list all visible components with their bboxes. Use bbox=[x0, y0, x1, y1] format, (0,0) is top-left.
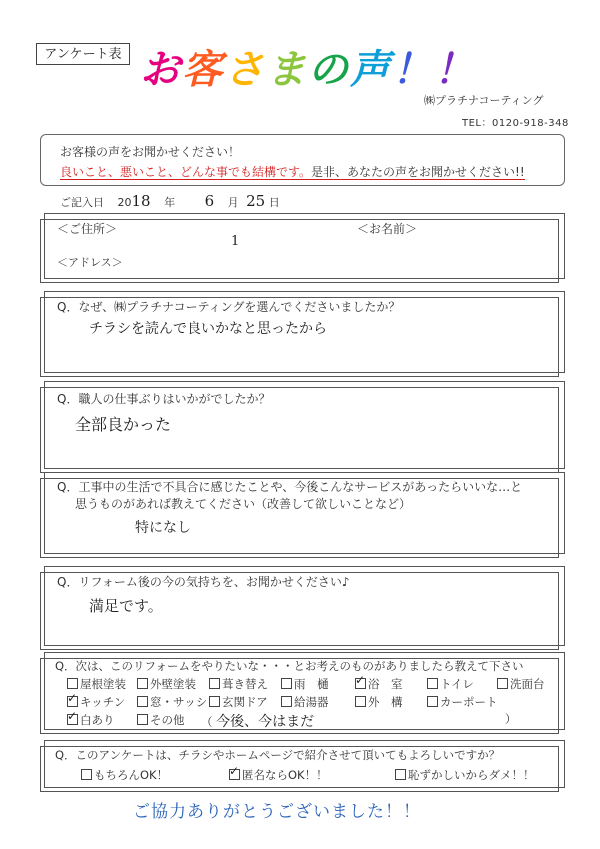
q2-panel bbox=[44, 381, 565, 469]
option-label: 外 構 bbox=[368, 695, 403, 709]
option-匿名ならOK！！[interactable] bbox=[229, 767, 328, 783]
address-panel bbox=[44, 213, 565, 279]
option-label: 浴 室 bbox=[368, 677, 403, 691]
option-外壁塗装[interactable] bbox=[137, 676, 196, 692]
title-char: ま bbox=[266, 47, 308, 93]
title-char: お bbox=[140, 47, 182, 93]
q3-question-line2: 思うものがあれば教えてください（改善して欲しいことなど） bbox=[75, 497, 412, 511]
q4-question: Q．リフォーム後の今の気持ちを、お聞かせください♪ bbox=[57, 575, 350, 589]
option-label: 匿名ならOK！！ bbox=[242, 768, 328, 782]
q5-other bbox=[201, 711, 314, 731]
intro-highlight: 良いこと、悪いこと、どんな事でも結構です。 bbox=[60, 165, 312, 179]
year-value[interactable]: 18 bbox=[131, 192, 151, 210]
q2-question: Q．職人の仕事ぶりはいかがでしたか？ bbox=[57, 392, 271, 406]
checkbox[interactable] bbox=[209, 678, 220, 689]
checkbox[interactable] bbox=[497, 678, 508, 689]
checkbox[interactable] bbox=[427, 678, 438, 689]
option-雨樋[interactable] bbox=[281, 676, 329, 692]
option-label: 洗面台 bbox=[510, 677, 545, 691]
option-label: 恥ずかしいからダメ！！ bbox=[408, 768, 535, 782]
checkbox[interactable] bbox=[355, 696, 366, 707]
checkbox[interactable] bbox=[137, 714, 148, 725]
address-value[interactable]: 1 bbox=[231, 234, 240, 249]
option-label: トイレ bbox=[440, 677, 474, 691]
q2-answer[interactable]: 全部良かった bbox=[75, 415, 172, 434]
option-label: 白あり bbox=[80, 713, 115, 727]
intro-line-2 bbox=[60, 163, 525, 180]
option-外構[interactable] bbox=[355, 694, 403, 710]
title-char: ！ bbox=[434, 47, 476, 93]
q6-panel bbox=[44, 740, 565, 788]
q3-panel bbox=[44, 472, 565, 554]
checkbox[interactable] bbox=[281, 696, 292, 707]
checkbox[interactable] bbox=[67, 714, 78, 725]
day-label: 日 bbox=[268, 196, 280, 209]
option-洗面台[interactable] bbox=[497, 676, 545, 692]
q4-panel bbox=[44, 566, 565, 646]
option-白あり[interactable] bbox=[67, 712, 115, 728]
option-恥ずかしいからダメ！！[interactable] bbox=[395, 767, 535, 783]
q5-question: Q．次は、このリフォームをやりたいな・・・とお考えのものがありましたら教えて下さい bbox=[55, 659, 524, 673]
intro-line-1: お客様の声をお聞かせください！ bbox=[60, 145, 241, 159]
option-label: その他 bbox=[150, 713, 185, 727]
option-label: 屋根塗装 bbox=[80, 677, 126, 691]
option-その他[interactable] bbox=[137, 712, 185, 728]
checkbox[interactable] bbox=[67, 696, 78, 707]
q3-answer[interactable]: 特になし bbox=[135, 520, 191, 536]
checkbox[interactable] bbox=[209, 696, 220, 707]
option-label: 外壁塗装 bbox=[150, 677, 196, 691]
checkbox[interactable] bbox=[355, 678, 366, 689]
title-char: の bbox=[308, 47, 350, 93]
email-label: ＜アドレス＞ bbox=[57, 256, 123, 269]
survey-tag: アンケート表 bbox=[36, 43, 130, 65]
option-label: 葺き替え bbox=[222, 677, 268, 691]
option-トイレ[interactable] bbox=[427, 676, 474, 692]
q5-other-open: （ bbox=[201, 715, 213, 729]
option-屋根塗装[interactable] bbox=[67, 676, 126, 692]
checkbox[interactable] bbox=[229, 769, 240, 780]
q1-answer[interactable]: チラシを読んで良いかなと思ったから bbox=[89, 321, 327, 337]
option-label: 玄関ドア bbox=[222, 695, 268, 709]
checkbox[interactable] bbox=[427, 696, 438, 707]
q5-other-value[interactable]: 今後、今はまだ bbox=[216, 714, 315, 730]
q5-panel bbox=[44, 652, 565, 730]
thanks-message: ご協力ありがとうございました！！ bbox=[133, 802, 421, 822]
phone-number: TEL：0120-918-348 bbox=[462, 118, 569, 129]
title-char: さ bbox=[224, 47, 266, 93]
option-浴室[interactable] bbox=[355, 676, 403, 692]
q1-panel bbox=[44, 291, 565, 373]
option-葺き替え[interactable] bbox=[209, 676, 268, 692]
option-窓・サッシ[interactable] bbox=[137, 694, 207, 710]
checkbox[interactable] bbox=[395, 769, 406, 780]
checkbox[interactable] bbox=[67, 678, 78, 689]
month-label: 月 bbox=[227, 196, 239, 209]
company-name: ㈱プラチナコーティング bbox=[424, 94, 544, 107]
option-label: カーポート bbox=[440, 695, 498, 709]
option-label: もちろんOK！ bbox=[94, 768, 169, 782]
option-label: 窓・サッシ bbox=[150, 695, 208, 709]
year-label: 年 bbox=[164, 196, 176, 209]
option-label: 雨 樋 bbox=[294, 677, 329, 691]
q3-question-line1: Q．工事中の生活で不具合に感じたことや、今後こんなサービスがあったらいいな…と bbox=[57, 480, 523, 494]
address-label: ＜ご住所＞ bbox=[57, 222, 118, 236]
day-value[interactable]: 25 bbox=[246, 192, 266, 210]
q1-question: Q．なぜ、㈱プラチナコーティングを選んでくださいましたか？ bbox=[57, 300, 401, 314]
option-label: 給湯器 bbox=[294, 695, 329, 709]
title-char: 客 bbox=[182, 47, 224, 93]
checkbox[interactable] bbox=[281, 678, 292, 689]
name-label: ＜お名前＞ bbox=[357, 222, 418, 236]
option-給湯器[interactable] bbox=[281, 694, 329, 710]
intro-rest: 是非、あなたの声をお聞かせください!! bbox=[311, 165, 525, 179]
option-カーポート[interactable] bbox=[427, 694, 498, 710]
q5-other-close: ） bbox=[505, 712, 517, 726]
q4-answer[interactable]: 満足です。 bbox=[89, 597, 163, 615]
option-label: キッチン bbox=[80, 695, 126, 709]
year-prefix: 20 bbox=[117, 196, 132, 209]
date-row bbox=[60, 192, 280, 210]
option-玄関ドア[interactable] bbox=[209, 694, 268, 710]
option-もちろんOK！[interactable] bbox=[81, 767, 168, 783]
checkbox[interactable] bbox=[81, 769, 92, 780]
month-value[interactable]: 6 bbox=[204, 192, 215, 210]
option-キッチン[interactable] bbox=[67, 694, 125, 710]
checkbox[interactable] bbox=[137, 678, 148, 689]
date-label: ご記入日 bbox=[60, 196, 104, 209]
title-char: ！ bbox=[392, 47, 434, 93]
q6-question: Q．このアンケートは、チラシやホームページで紹介させて頂いてもよろしいですか？ bbox=[55, 748, 501, 762]
page-title bbox=[140, 38, 476, 95]
checkbox[interactable] bbox=[137, 696, 148, 707]
title-char: 声 bbox=[350, 47, 392, 93]
